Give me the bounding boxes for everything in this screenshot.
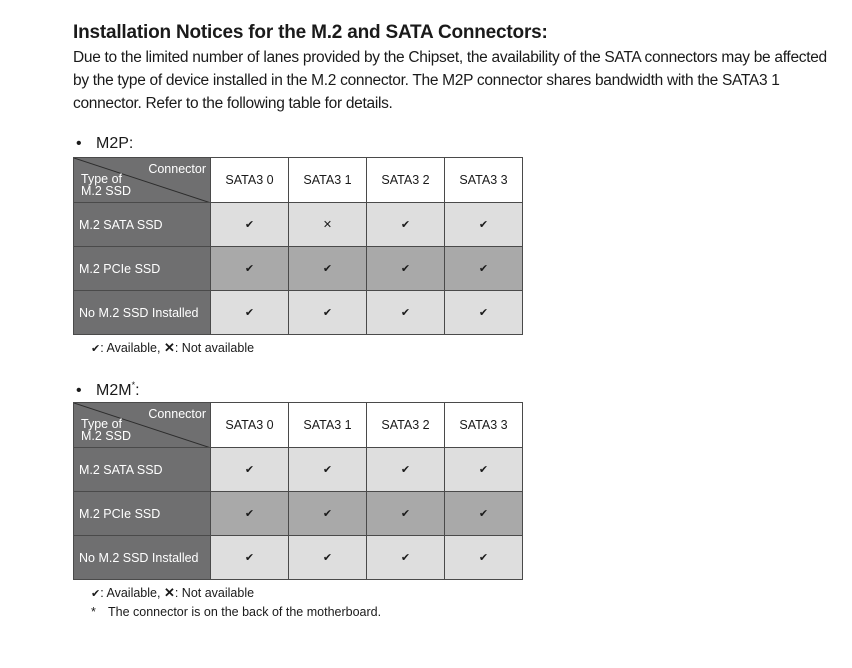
section-heading-m2p xyxy=(76,135,133,153)
row-header: M.2 PCIe SSD xyxy=(74,492,211,536)
footnote-marker: * xyxy=(91,605,96,619)
availability-cell: ✔ xyxy=(445,536,523,580)
availability-cell: ✔ xyxy=(367,291,445,335)
table-row xyxy=(74,536,523,580)
availability-cell: ✔ xyxy=(367,448,445,492)
availability-cell: ✔ xyxy=(211,247,289,291)
legend xyxy=(91,340,254,356)
row-header: M.2 SATA SSD xyxy=(74,203,211,247)
footnote xyxy=(91,605,381,619)
bullet-icon: • xyxy=(76,135,82,152)
availability-cell: ✔ xyxy=(289,492,367,536)
table-row xyxy=(74,203,523,247)
cross-icon: ✕ xyxy=(163,340,175,355)
column-header: SATA3 1 xyxy=(289,403,367,448)
bullet-icon: • xyxy=(76,382,82,399)
row-header: No M.2 SSD Installed xyxy=(74,291,211,335)
availability-cell: ✔ xyxy=(289,536,367,580)
availability-cell: ✕ xyxy=(289,203,367,247)
table-row xyxy=(74,291,523,335)
availability-cell: ✔ xyxy=(367,536,445,580)
table-corner-header xyxy=(74,403,211,448)
table-row xyxy=(74,247,523,291)
section-heading-m2m xyxy=(76,380,140,400)
availability-cell: ✔ xyxy=(289,247,367,291)
availability-cell: ✔ xyxy=(445,492,523,536)
availability-cell: ✔ xyxy=(445,291,523,335)
availability-cell: ✔ xyxy=(211,291,289,335)
column-header: SATA3 2 xyxy=(367,403,445,448)
column-header: SATA3 0 xyxy=(211,158,289,203)
section-heading-text: M2P: xyxy=(96,135,134,152)
row-header: No M.2 SSD Installed xyxy=(74,536,211,580)
page-title: Installation Notices for the M.2 and SATA Connectors: xyxy=(73,22,548,43)
legend-available-text: : Available, xyxy=(100,341,161,355)
availability-cell: ✔ xyxy=(211,448,289,492)
corner-label-connector: Connector xyxy=(148,162,206,176)
m2m-compatibility-table xyxy=(73,402,523,580)
availability-cell: ✔ xyxy=(211,492,289,536)
row-header: M.2 PCIe SSD xyxy=(74,247,211,291)
corner-label-type: Type of M.2 SSD xyxy=(81,417,132,443)
availability-cell: ✔ xyxy=(289,291,367,335)
column-header: SATA3 1 xyxy=(289,158,367,203)
legend xyxy=(91,585,254,601)
legend-available-text: : Available, xyxy=(100,586,161,600)
cross-icon: ✕ xyxy=(163,585,175,600)
column-header: SATA3 2 xyxy=(367,158,445,203)
corner-label-type: Type of M.2 SSD xyxy=(81,172,132,198)
section-heading-text: M2M xyxy=(96,382,132,399)
table-corner-header xyxy=(74,158,211,203)
footnote-marker: * xyxy=(131,380,136,390)
section-heading-suffix: : xyxy=(135,382,140,399)
availability-cell: ✔ xyxy=(367,247,445,291)
column-header: SATA3 0 xyxy=(211,403,289,448)
legend-unavailable-text: : Not available xyxy=(174,341,255,355)
check-icon: ✔ xyxy=(91,588,101,600)
availability-cell: ✔ xyxy=(445,448,523,492)
table-row xyxy=(74,492,523,536)
legend-unavailable-text: : Not available xyxy=(174,586,255,600)
availability-cell: ✔ xyxy=(445,247,523,291)
availability-cell: ✔ xyxy=(445,203,523,247)
check-icon: ✔ xyxy=(91,343,101,355)
row-header: M.2 SATA SSD xyxy=(74,448,211,492)
availability-cell: ✔ xyxy=(367,203,445,247)
column-header: SATA3 3 xyxy=(445,158,523,203)
corner-label-connector: Connector xyxy=(148,407,206,421)
availability-cell: ✔ xyxy=(367,492,445,536)
footnote-text: The connector is on the back of the motherboard. xyxy=(108,605,382,619)
availability-cell: ✔ xyxy=(289,448,367,492)
table-row xyxy=(74,448,523,492)
column-header: SATA3 3 xyxy=(445,403,523,448)
availability-cell: ✔ xyxy=(211,536,289,580)
m2p-compatibility-table xyxy=(73,157,523,335)
intro-paragraph: Due to the limited number of lanes provided by the Chipset, the availability of the SATA connectors may be affected by the type of device installed in the M.2 connector. The M2P connector shares bandwidth with the SATA3 1 connector. Refer to the following table for details. xyxy=(73,49,827,112)
availability-cell: ✔ xyxy=(211,203,289,247)
